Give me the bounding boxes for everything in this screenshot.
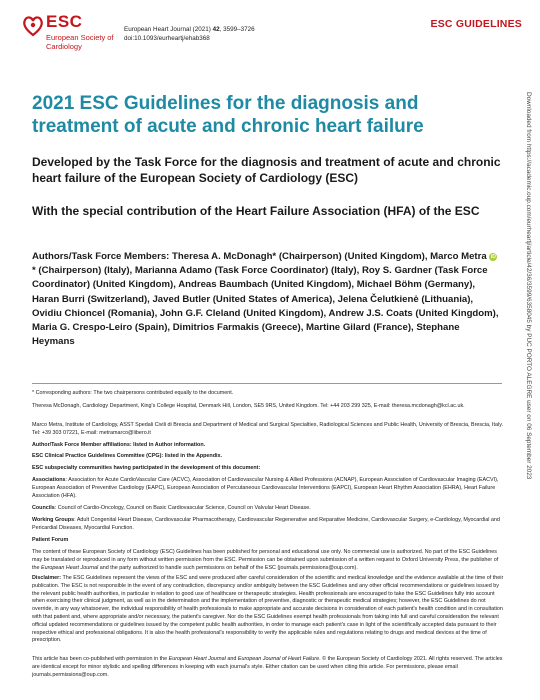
logo-subtitle: European Society of Cardiology — [46, 33, 114, 51]
journal-citation — [124, 25, 255, 43]
copub-text-2: . © the European Society of Cardiology 2021. All rights reserved. The articles are identical except for minor stylistic and spelling differences in keeping with each journal's style. Either citation can be used when citing this article. For permissions, please email journals.permissions@oup.com. — [32, 656, 503, 678]
orcid-icon[interactable]: iD — [490, 254, 496, 260]
councils-note — [32, 505, 504, 513]
councils-text: : Council of Cardio-Oncology, Council on Basic Cardiovascular Science, Council on Valvular Heart Disease. — [54, 505, 311, 511]
page-header — [22, 12, 522, 62]
metra-address: Marco Metra, Institute of Cardiology, ASST Spedali Civili di Brescia and Department of Medical and Surgical Specialties, Radiological Sciences and Public Health, University of Brescia, Brescia, Italy. Tel: +39 303 07221, E-mail: metramarco@libero.it — [32, 422, 503, 436]
affiliations-note: Author/Task Force Member affiliations: listed in Author information. — [32, 442, 206, 448]
copub-text-1: This article has been co-published with permission in the — [32, 656, 169, 662]
mcdonagh-address: Theresa McDonagh, Cardiology Department, King's College Hospital, Denmark Hill, London, SE5 9RS, United Kingdom. Tel: +44 203 299 325, E-mail: theresa.mcdonagh@kcl.ac.uk. — [32, 403, 465, 409]
logo-text: ESC — [46, 12, 83, 31]
corresponding-note: * Corresponding authors: The two chairpersons contributed equally to the document. — [32, 390, 234, 396]
subtitle: Developed by the Task Force for the diagnosis and treatment of acute and chronic heart failure of the European Society of Cardiology (ESC) — [32, 155, 501, 185]
working-groups-label: Working Groups — [32, 517, 75, 523]
journal-volume: 42 — [212, 26, 220, 33]
copub-ehj: European Heart Journal — [168, 656, 226, 662]
working-groups-text: : Adult Congenital Heart Disease, Cardiovascular Pharmacotherapy, Cardiovascular Regenerative and Reparative Medicine, Cardiovascular Surgery, e-Cardiology, Myocardial and Pericardial Diseases, Myocardial Function. — [32, 517, 500, 531]
section-label: ESC GUIDELINES — [430, 18, 522, 30]
patient-forum-label: Patient Forum — [32, 537, 69, 543]
journal-name: European Heart Journal (2021) — [124, 26, 211, 33]
journal-pages: , 3599–3726 — [219, 26, 255, 33]
journal-doi[interactable]: doi:10.1093/eurheartj/ehab368 — [124, 35, 210, 42]
working-groups-note — [32, 517, 504, 533]
disclaimer-label: Disclaimer: — [32, 575, 62, 581]
heart-logo-icon — [22, 14, 44, 38]
copub-and: and — [225, 656, 238, 662]
copub-ejhf: European Journal of Heart Failure — [237, 656, 320, 662]
subspecialty-note: ESC subspecialty communities having participated in the development of this document: — [32, 465, 261, 471]
download-watermark: Downloaded from https://academic.oup.com/eurheartj/article/42/36/3599/6358045 by PUC PORTO ALEGRE user on 06 September 2023 — [525, 92, 532, 480]
associations-note — [32, 477, 504, 500]
content-text-2: and the party authorized to handle such permissions on behalf of the ESC (journals.permissions@oup.com). — [98, 564, 358, 571]
associations-text: : Association for Acute CardioVascular Care (ACVC), Association of Cardiovascular Nursing & Allied Professions (ACNAP), European Association of Cardiovascular Imaging (EACVI), European Association of Preventive Cardiology (EAPC), European Association of Percutaneous Cardiovascular Interventions (EAPCI), European Heart Rhythm Association (EHRA), Heart Failure Association (HFA). — [32, 477, 499, 499]
disclaimer-text: The ESC Guidelines represent the views of the ESC and were produced after careful consideration of the scientific and medical knowledge and the evidence available at the time of their publication. The ESC is not responsible in the event of any contradiction, discrepancy and/or ambiguity between the ESC Guidelines and any other official recommendations or guidelines issued by the relevant public health authorities, in particular in relation to good use of healthcare or therapeutic strategies. Health professionals are encouraged to take the ESC Guidelines fully into account when exercising their clinical judgment, as well as in the determination and the implementation of preventive, diagnostic or therapeutic medical strategies; however, the ESC Guidelines do not override, in any way whatsoever, the individual responsibility of health professionals to make appropriate and accurate decisions in consideration of each patient's health condition and in consultation with that patient and, where appropriate and/or necessary, the patient's caregiver. Nor do the ESC Guidelines exempt health professionals from taking into full and careful consideration the relevant official updated recommendations or guidelines issued by the competent public health authorities, in order to manage each patient's case in light of the scientifically accepted data pursuant to their respective ethical and professional obligations. It is also the health professional's responsibility to verify the applicable rules and regulations relating to drugs and medical devices at the time of prescription. — [32, 575, 504, 644]
page-title: 2021 ESC Guidelines for the diagnosis and treatment of acute and chronic heart failure — [32, 93, 424, 137]
disclaimer — [32, 575, 504, 645]
esc-logo[interactable] — [22, 12, 132, 62]
content-notice — [32, 549, 504, 572]
authors-part-1: Authors/Task Force Members: Theresa A. McDonagh* (Chairperson) (United Kingdom), Marco Metra — [32, 251, 490, 262]
associations-label: Associations — [32, 477, 66, 483]
contribution-statement: With the special contribution of the Heart Failure Association (HFA) of the ESC — [32, 204, 480, 218]
divider — [32, 383, 502, 384]
copublication-note — [32, 656, 504, 679]
councils-label: Councils — [32, 505, 55, 511]
journal-title-italic: European Heart Journal — [41, 564, 99, 571]
cpg-note: ESC Clinical Practice Guidelines Committee (CPG): listed in the Appendix. — [32, 453, 223, 459]
authors-part-2: * (Chairperson) (Italy), Marianna Adamo (Task Force Coordinator) (Italy), Roy S. Gardner (Task Force Coordinator) (United Kingdom), Andreas Baumbach (United Kingdom), Michael Böhm (Germany), Haran Burri (Switzerland), Javed Butler (United States of America), Jelena Čelutkienė (Lithuania), Ovidiu Chioncel (Romania), John G.F. Cleland (United Kingdom), Andrew J.S. Coats (United Kingdom), Maria G. Crespo-Leiro (Spain), Dimitrios Farmakis (Greece), Martine Gilard (France), Stephane Heymans — [32, 265, 499, 348]
content-text-1: The content of these European Society of Cardiology (ESC) Guidelines has been published for personal and educational use only. No commercial use is authorized. No part of the ESC Guidelines may be translated or reproduced in any form without written permission from the ESC. Permission can be obtained upon submission of a written request to Oxford University Press, the publisher of the — [32, 549, 499, 571]
author-list — [32, 250, 502, 349]
